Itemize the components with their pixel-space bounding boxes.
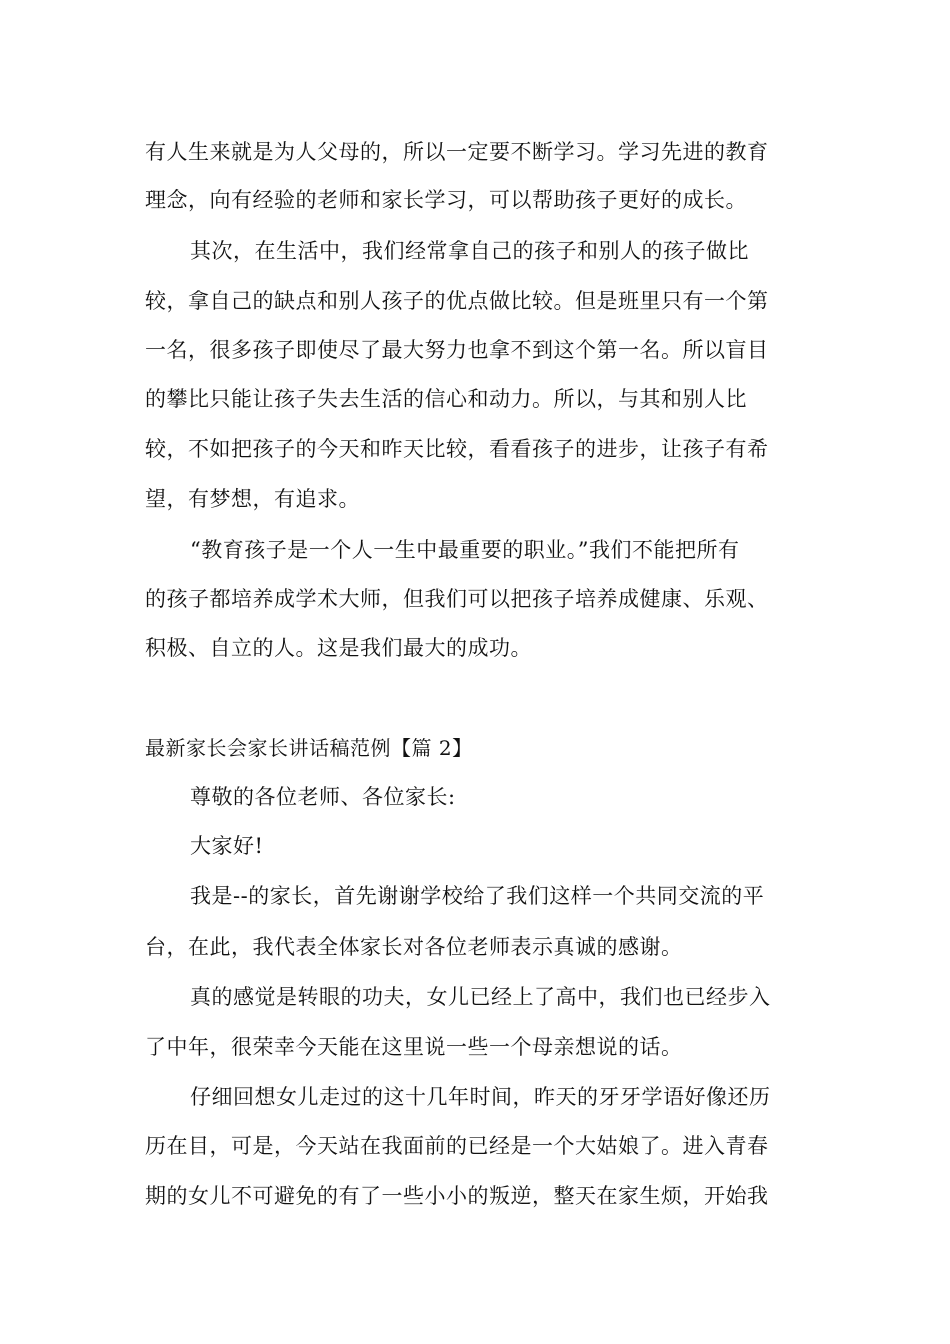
- paragraph-line: 望，有梦想，有追求。: [145, 487, 360, 511]
- paragraph-line: 的孩子都培养成学术大师，但我们可以把孩子培养成健康、乐观、: [145, 587, 769, 611]
- paragraph-line: 了中年，很荣幸今天能在这里说一些一个母亲想说的话。: [145, 1035, 683, 1059]
- paragraph-line: 较，拿自己的缺点和别人孩子的优点做比较。但是班里只有一个第: [145, 289, 769, 313]
- paragraph-line: “教育孩子是一个人一生中最重要的职业。”我们不能把所有: [190, 538, 740, 562]
- paragraph-line: 较，不如把孩子的今天和昨天比较，看看孩子的进步，让孩子有希: [145, 437, 769, 461]
- paragraph-line: 理念，向有经验的老师和家长学习，可以帮助孩子更好的成长。: [145, 188, 747, 212]
- paragraph-line: 期的女儿不可避免的有了一些小小的叛逆，整天在家生烦，开始我: [145, 1184, 769, 1208]
- paragraph-line: 积极、自立的人。这是我们最大的成功。: [145, 636, 532, 660]
- paragraph-line: 台，在此，我代表全体家长对各位老师表示真诚的感谢。: [145, 935, 683, 959]
- paragraph-line: 历在目，可是，今天站在我面前的已经是一个大姑娘了。进入青春: [145, 1134, 769, 1158]
- paragraph-line: 仔细回想女儿走过的这十几年时间，昨天的牙牙学语好像还历: [190, 1085, 771, 1109]
- paragraph-line: 其次，在生活中，我们经常拿自己的孩子和别人的孩子做比: [190, 239, 749, 263]
- greeting-line: 尊敬的各位老师、各位家长:: [190, 785, 456, 809]
- paragraph-line: 有人生来就是为人父母的，所以一定要不断学习。学习先进的教育: [145, 140, 769, 164]
- greeting-line: 大家好!: [190, 834, 264, 858]
- paragraph-line: 一名，很多孩子即使尽了最大努力也拿不到这个第一名。所以盲目: [145, 338, 769, 362]
- paragraph-line: 的攀比只能让孩子失去生活的信心和动力。所以，与其和别人比: [145, 387, 747, 411]
- paragraph-line: 真的感觉是转眼的功夫，女儿已经上了高中，我们也已经步入: [190, 985, 771, 1009]
- section-heading: 最新家长会家长讲话稿范例【篇 2】: [145, 736, 473, 760]
- paragraph-line: 我是--的家长，首先谢谢学校给了我们这样一个共同交流的平: [190, 884, 765, 908]
